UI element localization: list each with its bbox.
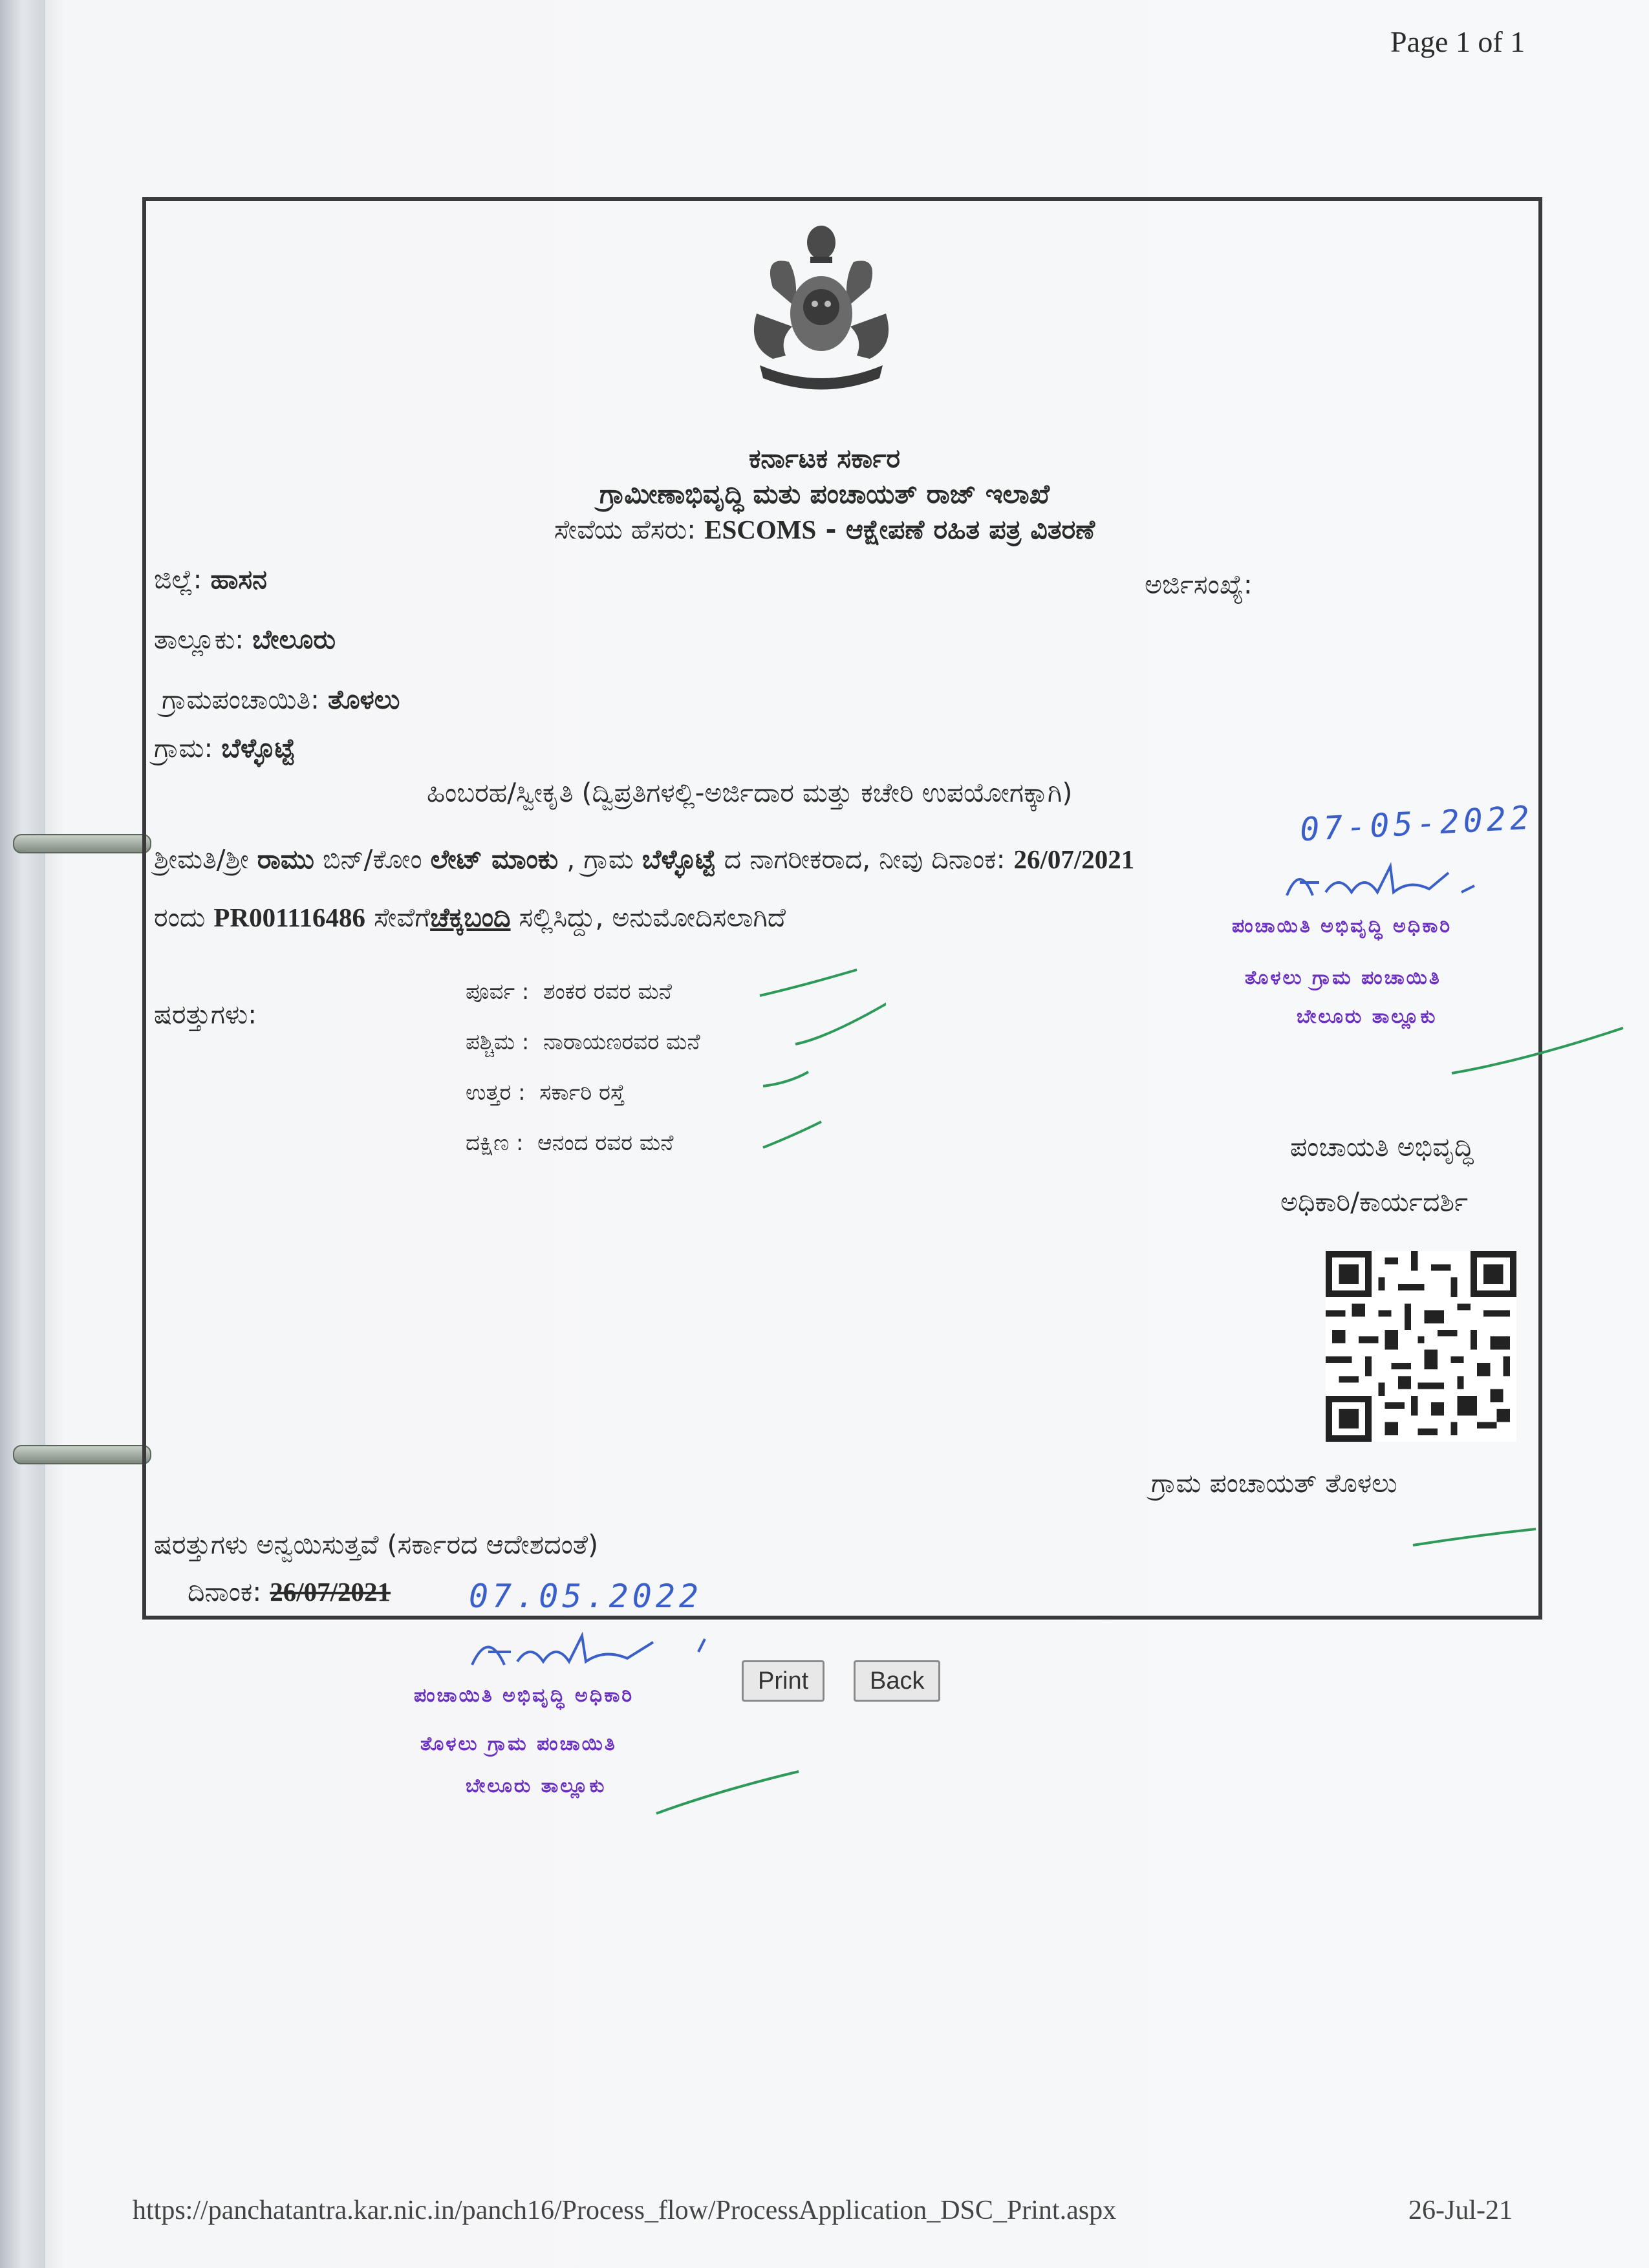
- body-text: ರಂದು: [154, 902, 214, 933]
- footer-date-label: ದಿನಾಂಕ:: [188, 1576, 270, 1607]
- boundary-value: ಶಂಕರ ರವರ ಮನೆ: [543, 979, 672, 1005]
- service-code: ESCOMS: [704, 515, 817, 544]
- gram-panchayat-value: ತೊಳಲು: [327, 684, 400, 715]
- boundary-east: [466, 967, 700, 1017]
- boundary-direction: ದಕ್ಷಿಣ :: [466, 1130, 524, 1156]
- boundary-west: [466, 1017, 700, 1067]
- application-id: PR001116486: [213, 903, 366, 932]
- gram-panchayat-footer: ಗ್ರಾಮ ಪಂಚಾಯತ್ ತೊಳಲು: [1151, 1468, 1397, 1499]
- header-line-1: ಕರ್ನಾಟಕ ಸರ್ಕಾರ: [748, 443, 901, 474]
- body-line-1: [154, 844, 1134, 875]
- binder-tie-bottom: [13, 1445, 151, 1464]
- taluk-value: ಬೇಲೂರು: [252, 624, 336, 655]
- gram-panchayat-row: [162, 684, 400, 716]
- stamp-bottom-line-1: ಪಂಚಾಯಿತಿ ಅಭಿವೃದ್ಧಿ ಅಧಿಕಾರಿ: [414, 1684, 634, 1707]
- taluk-row: [154, 624, 336, 656]
- stamp-line-2: ತೊಳಲು ಗ್ರಾಮ ಪಂಚಾಯಿತಿ: [1245, 967, 1441, 989]
- service-name: - ಆಕ್ಷೇಪಣೆ ರಹಿತ ಪತ್ರ ವಿತರಣೆ: [816, 514, 1095, 545]
- applicant-name: ರಾಮು: [257, 844, 314, 875]
- taluk-label: ತಾಲ್ಲೂಕು:: [154, 624, 253, 655]
- boundary-direction: ಉತ್ತರ :: [466, 1080, 526, 1106]
- handwritten-date: 07-05-2022: [1299, 798, 1535, 849]
- footer-printed-date: 26-Jul-21: [1408, 2196, 1513, 2225]
- green-tick-bottom: [653, 1765, 802, 1817]
- body-text: ದ ನಾಗರೀಕರಾದ, ನೀವು ದಿನಾಂಕ:: [715, 844, 1014, 875]
- page-number: Page 1 of 1: [1390, 25, 1525, 58]
- qr-code-icon: [1326, 1251, 1516, 1442]
- conditions-note: ಷರತ್ತುಗಳು ಅನ್ವಯಿಸುತ್ತವೆ (ಸರ್ಕಾರದ ಆದೇಶದಂತೆ): [154, 1529, 599, 1560]
- boundary-direction: ಪಶ್ಚಿಮ :: [466, 1029, 530, 1055]
- boundary-north: [466, 1067, 700, 1118]
- boundary-value: ನಾರಾಯಣರವರ ಮನೆ: [543, 1029, 700, 1055]
- boundary-list: [466, 967, 700, 1168]
- stamp-bottom-line-3: ಬೇಲೂರು ತಾಲ್ಲೂಕು: [466, 1775, 607, 1797]
- service-label: ಸೇವೆಯ ಹೆಸರು:: [554, 514, 705, 545]
- stamp-line-3: ಬೇಲೂರು ತಾಲ್ಲೂಕು: [1297, 1005, 1438, 1028]
- body-text: ಸಲ್ಲಿಸಿದ್ದು, ಅನುಮೋದಿಸಲಾಗಿದೆ: [510, 902, 786, 933]
- binder-edge: [0, 0, 45, 2268]
- footer-url: https://panchatantra.kar.nic.in/panch16/Process_flow/ProcessApplication_DSC_Print.aspx: [133, 2196, 1117, 2225]
- village-value: ಬೆಳ್ಳೊಟ್ಟೆ: [221, 733, 296, 764]
- service-type: ಚೆಕ್ಕಬಂದಿ: [430, 902, 511, 933]
- boundary-value: ಆನಂದ ರವರ ಮನೆ: [537, 1130, 674, 1156]
- district-row: [154, 564, 267, 595]
- gram-panchayat-label: ಗ್ರಾಮಪಂಚಾಯಿತಿ:: [162, 684, 328, 715]
- applicant-father-name: ಲೇಟ್ ಮಾಂಕು: [430, 844, 559, 875]
- conditions-label: ಷರತ್ತುಗಳು:: [154, 999, 257, 1030]
- body-text: ಬಿನ್/ಕೋಂ: [314, 844, 431, 875]
- applicant-village: ಬೆಳ್ಳೊಟ್ಟೆ: [641, 844, 716, 875]
- officer-line-2: ಅಧಿಕಾರಿ/ಕಾರ್ಯದರ್ಶಿ: [1280, 1186, 1469, 1217]
- boundary-south: [466, 1118, 700, 1168]
- print-button[interactable]: Print: [742, 1660, 824, 1702]
- application-number-label: ಅರ್ಜಿಸಂಖ್ಯೆ:: [1145, 569, 1253, 600]
- service-heading: [554, 514, 1095, 546]
- district-label: ಜಿಲ್ಲೆ:: [154, 564, 211, 595]
- stamp-line-1: ಪಂಚಾಯಿತಿ ಅಭಿವೃದ್ಧಿ ಅಧಿಕಾರಿ: [1232, 915, 1452, 937]
- back-button[interactable]: Back: [854, 1660, 940, 1702]
- stamp-bottom-line-2: ತೊಳಲು ಗ್ರಾಮ ಪಂಚಾಯಿತಿ: [420, 1733, 617, 1755]
- body-text: , ಗ್ರಾಮ: [558, 844, 642, 875]
- officer-line-1: ಪಂಚಾಯತಿ ಅಭಿವೃದ್ಧಿ: [1290, 1131, 1474, 1162]
- signature-bottom: [466, 1626, 737, 1671]
- state-emblem-icon: [734, 217, 909, 398]
- boundary-direction: ಪೂರ್ವ :: [466, 979, 530, 1005]
- handwritten-date-bottom: 07.05.2022: [469, 1578, 703, 1615]
- green-tick-marks: [757, 963, 886, 1157]
- body-line-2: [154, 902, 786, 934]
- village-label: ಗ್ರಾಮ:: [154, 733, 222, 764]
- binder-tie-top: [13, 834, 151, 853]
- village-row: [154, 733, 295, 764]
- footer-date-value: 26/07/2021: [270, 1577, 391, 1607]
- signature-top: [1280, 860, 1500, 905]
- body-text: ಶ್ರೀಮತಿ/ಶ್ರೀ: [154, 844, 257, 875]
- green-tick-footer: [1410, 1519, 1539, 1552]
- application-date: 26/07/2021: [1013, 844, 1135, 874]
- footer-date-row: [188, 1576, 391, 1608]
- green-tick-right: [1449, 1022, 1630, 1080]
- body-text: ಸೇವೆಗೆ: [365, 902, 431, 933]
- header-line-2: ಗ್ರಾಮೀಣಾಭಿವೃದ್ಧಿ ಮತು ಪಂಚಾಯತ್ ರಾಜ್ ಇಲಾಖೆ: [599, 478, 1050, 509]
- acknowledgement-title: ಹಿಂಬರಹ/ಸ್ವೀಕೃತಿ (ದ್ವಿಪ್ರತಿಗಳಲ್ಲಿ-ಅರ್ಜಿದಾರ ಮತ್ತು ಕಚೇರಿ ಉಪಯೋಗಕ್ಕಾಗಿ): [427, 777, 1073, 808]
- boundary-value: ಸರ್ಕಾರಿ ರಸ್ತೆ: [539, 1080, 625, 1106]
- district-value: ಹಾಸನ: [210, 564, 267, 595]
